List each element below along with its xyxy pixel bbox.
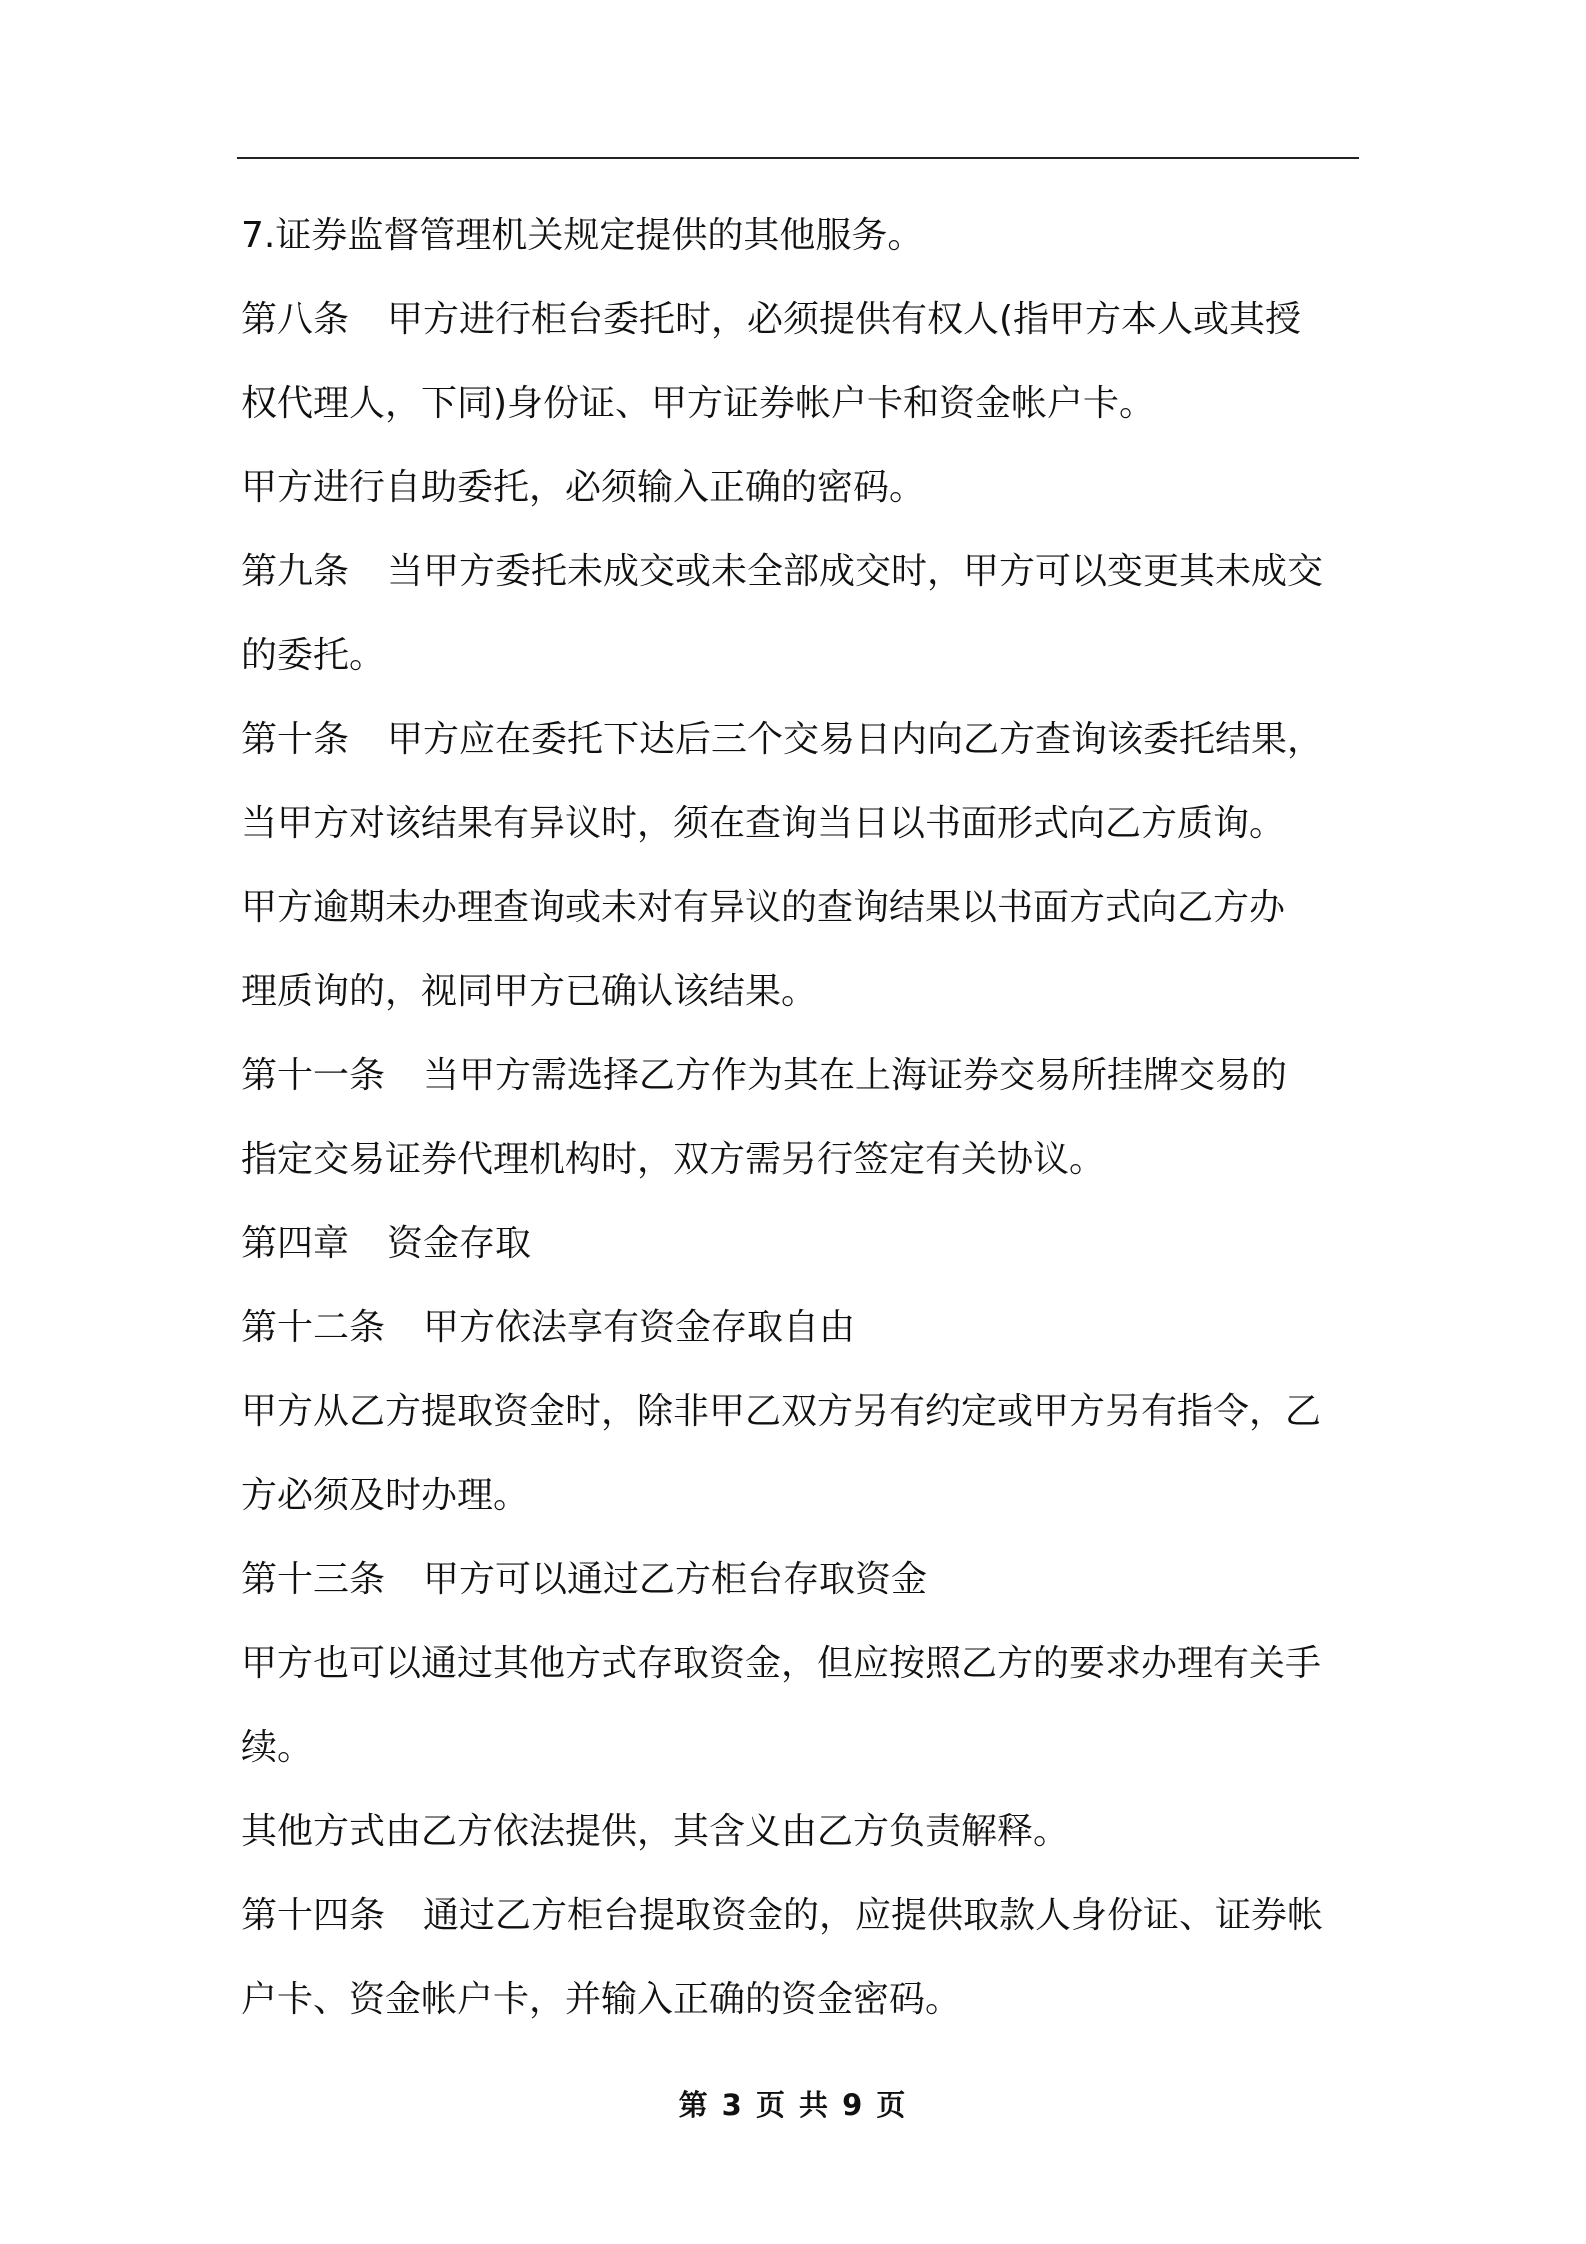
article-text: 通过乙方柜台提取资金的，应提供取款人身份证、证券帐 [423, 1895, 1324, 1936]
article-text: 当甲方需选择乙方作为其在上海证券交易所挂牌交易的 [423, 1055, 1288, 1096]
text-line: 权代理人，下同)身份证、甲方证券帐户卡和资金帐户卡。 [241, 383, 1156, 424]
chapter-title: 资金存取 [387, 1223, 532, 1264]
article-text: 甲方进行柜台委托时，必须提供有权人(指甲方本人或其授 [387, 299, 1302, 340]
article-9-heading [241, 530, 1361, 614]
article-label: 第十条 [241, 719, 350, 760]
article-label: 第十三条 [241, 1559, 386, 1600]
text-line: 甲方进行自助委托，必须输入正确的密码。 [241, 467, 926, 508]
text-line: 续。 [241, 1727, 314, 1768]
article-label: 第十四条 [241, 1895, 386, 1936]
chapter-4-heading [241, 1202, 1361, 1286]
article-10-heading [241, 698, 1361, 782]
page-number-footer: 第 3 页 共 9 页 [678, 2088, 908, 2122]
text-line: 的委托。 [241, 635, 386, 676]
article-12-heading [241, 1286, 1361, 1370]
text-line: 理质询的，视同甲方已确认该结果。 [241, 971, 818, 1012]
text-line: 7.证券监督管理机关规定提供的其他服务。 [241, 215, 924, 256]
chapter-label: 第四章 [241, 1223, 350, 1264]
text-line: 方必须及时办理。 [241, 1475, 530, 1516]
article-label: 第十一条 [241, 1055, 386, 1096]
article-text: 当甲方委托未成交或未全部成交时，甲方可以变更其未成交 [387, 551, 1324, 592]
article-8-heading [241, 278, 1361, 362]
article-13-heading [241, 1538, 1361, 1622]
article-text: 甲方可以通过乙方柜台存取资金 [423, 1559, 928, 1600]
text-line: 户卡、资金帐户卡，并输入正确的资金密码。 [241, 1979, 962, 2020]
article-text: 甲方依法享有资金存取自由 [423, 1307, 856, 1348]
article-label: 第九条 [241, 551, 350, 592]
text-line: 甲方从乙方提取资金时，除非甲乙双方另有约定或甲方另有指令，乙 [241, 1391, 1322, 1432]
article-label: 第八条 [241, 299, 350, 340]
article-label: 第十二条 [241, 1307, 386, 1348]
article-11-heading [241, 1034, 1361, 1118]
article-14-heading [241, 1874, 1361, 1958]
text-line: 其他方式由乙方依法提供，其含义由乙方负责解释。 [241, 1811, 1070, 1852]
article-text: 甲方应在委托下达后三个交易日内向乙方查询该委托结果， [387, 719, 1324, 760]
text-line: 指定交易证券代理机构时，双方需另行签定有关协议。 [241, 1139, 1106, 1180]
text-line: 甲方也可以通过其他方式存取资金，但应按照乙方的要求办理有关手 [241, 1643, 1322, 1684]
document-body [241, 194, 1361, 2042]
text-line: 当甲方对该结果有异议时，须在查询当日以书面形式向乙方质询。 [241, 803, 1286, 844]
header-rule [237, 157, 1359, 159]
text-line: 甲方逾期未办理查询或未对有异议的查询结果以书面方式向乙方办 [241, 887, 1286, 928]
